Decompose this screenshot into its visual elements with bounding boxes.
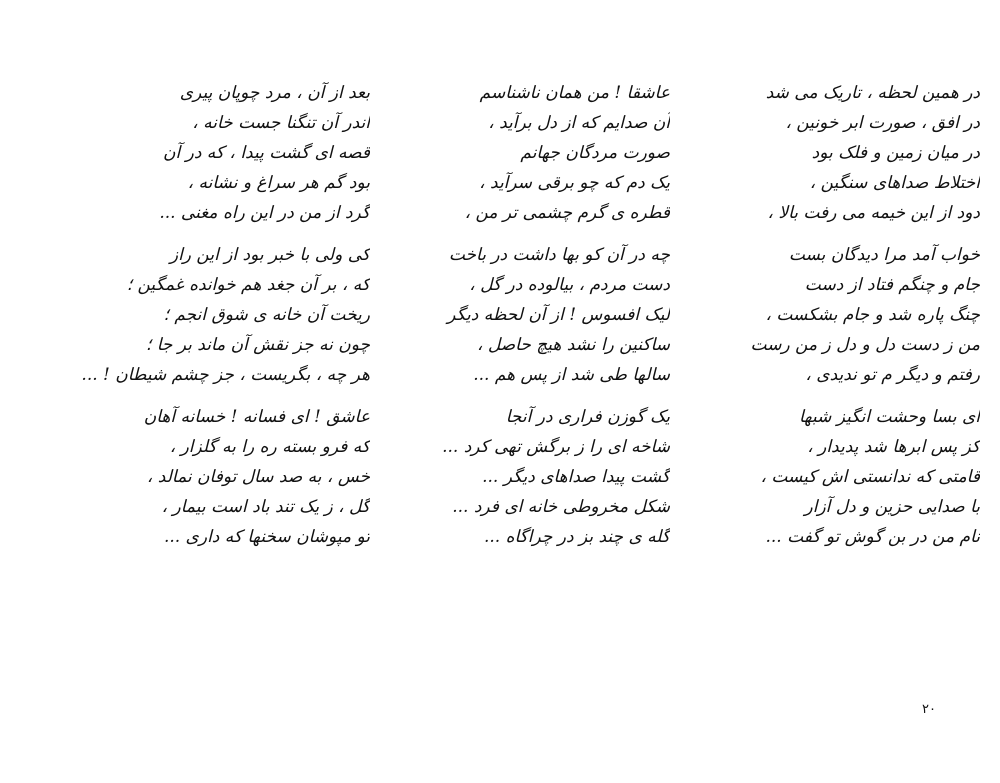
stanza xyxy=(690,402,980,552)
stanza xyxy=(40,78,370,228)
verse-line: سالها طی شد از پس هم ... xyxy=(473,365,670,385)
stanza-break xyxy=(370,228,670,240)
stanza xyxy=(40,402,370,552)
verse-line: ریخت آن خانه ی شوق انجم ؛ xyxy=(163,305,370,325)
page-number: ۲۰ xyxy=(922,702,936,717)
verse-line: عاشق ! ای فسانه ! خسانه آهان xyxy=(143,407,370,427)
stanza xyxy=(40,240,370,390)
stanza-break xyxy=(40,228,370,240)
verse-line: بود گم هر سراغ و نشانه ، xyxy=(187,173,370,193)
verse-line: با صدایی حزین و دل آزار xyxy=(804,497,980,517)
verse-line: خس ، به صد سال توفان نمالد ، xyxy=(146,467,370,487)
verse-line: قصه ای گشت پیدا ، که در آن xyxy=(163,143,370,163)
verse-line: کز پس ابرها شد پدیدار ، xyxy=(807,437,980,457)
verse-line: در میان زمین و فلک بود xyxy=(811,143,980,163)
verse-line: گشت پیدا صداهای دیگر ... xyxy=(482,467,670,487)
verse-line: قطره ی گرم چشمی تر من ، xyxy=(464,203,670,223)
verse-line: دود از این خیمه می رفت بالا ، xyxy=(767,203,980,223)
verse-line: نام من در بن گوش تو گفت ... xyxy=(765,527,980,547)
verse-line: یک دم که چو برقی سرآید ، xyxy=(479,173,670,193)
verse-line: در همین لحظه ، تاریک می شد xyxy=(765,83,980,103)
verse-line: گرد از من در این راه مغنی ... xyxy=(159,203,370,223)
verse-line: تو مپوشان سخنها که داری ... xyxy=(163,527,370,547)
verse-line: صورت مردگان جهانم xyxy=(520,143,670,163)
stanza xyxy=(370,240,670,390)
verse-line: گل ، ز یک تند باد است بیمار ، xyxy=(161,497,370,517)
stanza xyxy=(370,78,670,228)
verse-line: ساکنین را نشد هیچ حاصل ، xyxy=(476,335,670,355)
verse-line: که ، بر آن جغد هم خوانده غمگین ؛ xyxy=(126,275,370,295)
verse-line: که فرو بسته ره را به گلزار ، xyxy=(169,437,370,457)
verse-line: عاشقا ! من همان ناشناسم xyxy=(479,83,670,103)
stanza xyxy=(690,240,980,390)
poem-column-right xyxy=(690,78,980,552)
stanza xyxy=(370,402,670,552)
verse-line: رفتم و دیگر م تو ندیدی ، xyxy=(805,365,980,385)
verse-line: ای بسا وحشت انگیز شبها xyxy=(798,407,980,427)
poem-column-left xyxy=(40,78,370,552)
stanza-break xyxy=(370,390,670,402)
verse-line: شکل مخروطی خانه ای فرد ... xyxy=(452,497,670,517)
verse-line: خواب آمد مرا دیدگان بست xyxy=(788,245,980,265)
verse-line: اندر آن تنگنا جست خانه ، xyxy=(192,113,370,133)
verse-line: هر چه ، بگریست ، جز چشم شیطان ! ... xyxy=(81,365,370,385)
verse-line: لیک افسوس ! از آن لحظه دیگر xyxy=(447,305,670,325)
verse-line: گله ی چند بز در چراگاه ... xyxy=(483,527,670,547)
verse-line: آن صدایم که از دل برآید ، xyxy=(488,113,670,133)
poem-column-middle xyxy=(370,78,670,552)
verse-line: بعد از آن ، مرد چوپان پیری xyxy=(179,83,370,103)
stanza-break xyxy=(690,228,980,240)
verse-line: چه در آن کو بها داشت در باخت xyxy=(448,245,670,265)
stanza xyxy=(690,78,980,228)
verse-line: شاخه ای را ز برگش تهی کرد ... xyxy=(442,437,670,457)
verse-line: قامتی که ندانستی اش کیست ، xyxy=(760,467,980,487)
stanza-break xyxy=(690,390,980,402)
verse-line: من ز دست دل و دل ز من رست xyxy=(750,335,980,355)
verse-line: جام و چنگم فتاد از دست xyxy=(804,275,980,295)
verse-line: دست مردم ، بیالوده در گل ، xyxy=(469,275,670,295)
verse-line: چون نه جز نقش آن ماند بر جا ؛ xyxy=(145,335,370,355)
verse-line: در افق ، صورت ابر خونین ، xyxy=(785,113,980,133)
verse-line: یک گوزن فراری در آنجا xyxy=(505,407,670,427)
stanza-break xyxy=(40,390,370,402)
verse-line: کی ولی با خبر بود از این راز xyxy=(169,245,370,265)
verse-line: اختلاط صداهای سنگین ، xyxy=(809,173,980,193)
verse-line: چنگ پاره شد و جام بشکست ، xyxy=(765,305,980,325)
